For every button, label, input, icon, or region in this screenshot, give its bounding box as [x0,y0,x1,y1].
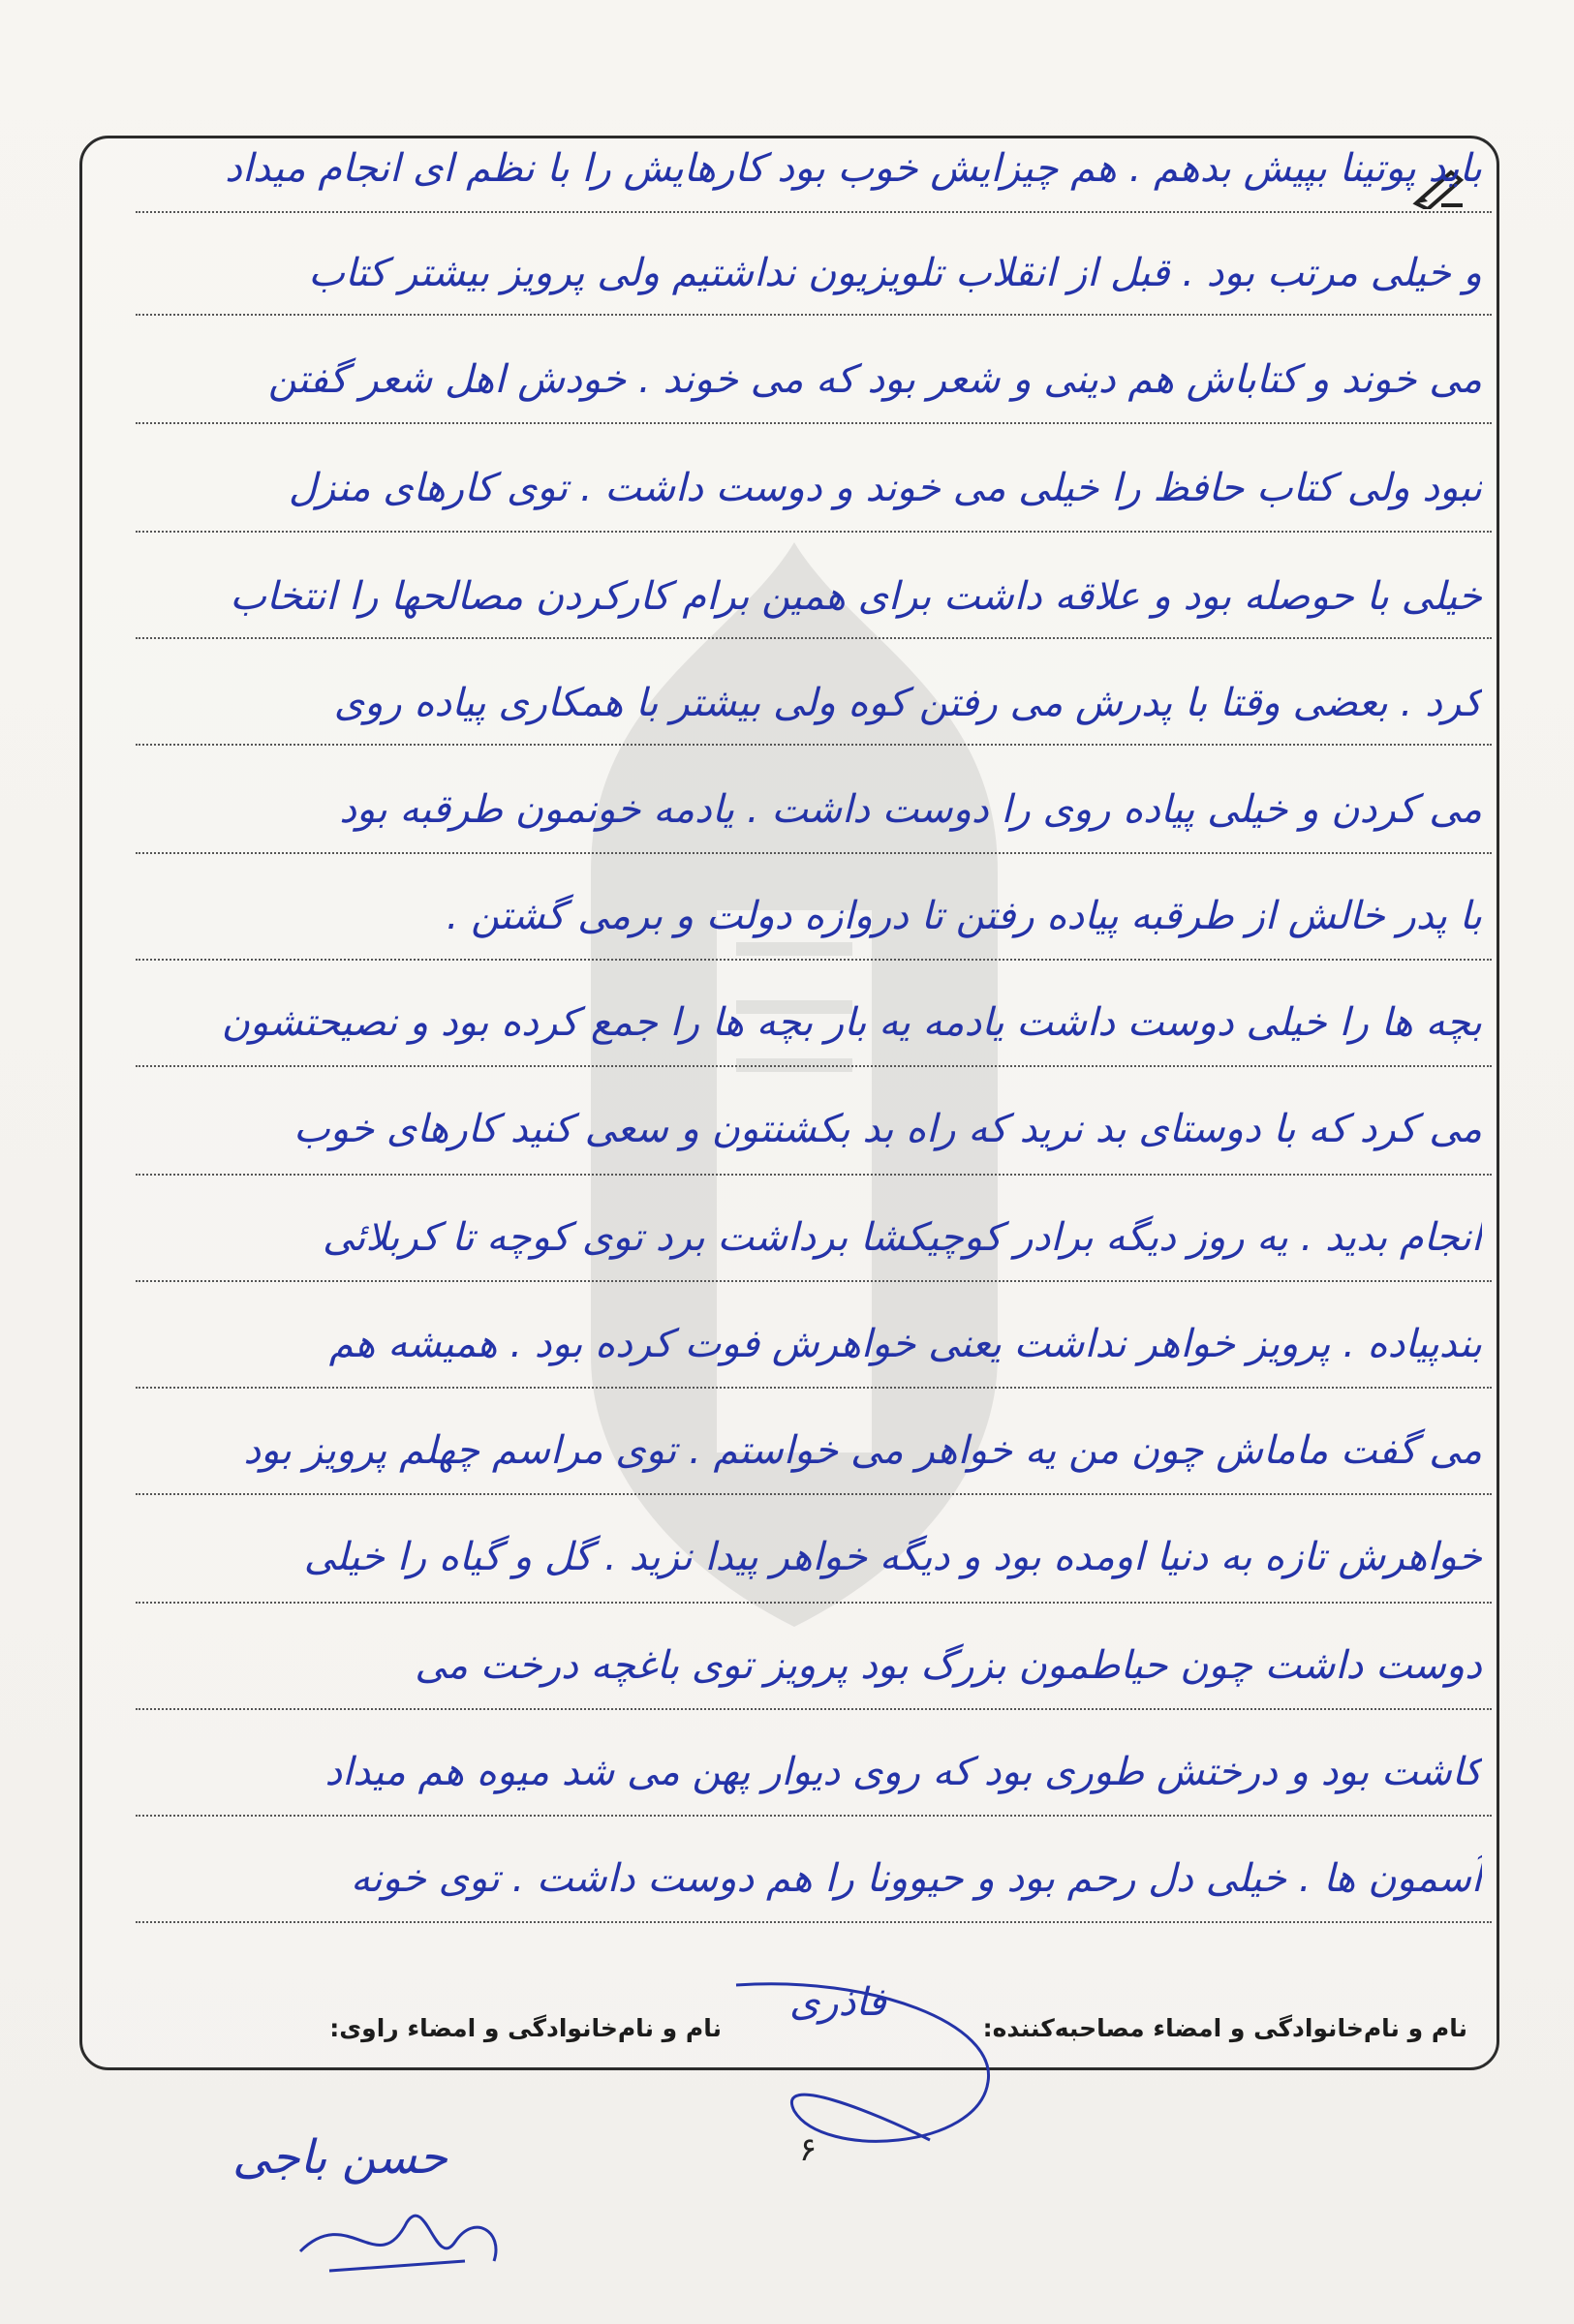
page-number: ۶ [799,2130,818,2169]
handwritten-line: کاشت بود و درختش طوری بود که روی دیوار پهن می شد میوه هم میداد [324,1750,1482,1794]
handwritten-line: و خیلی مرتب بود . قبل از انقلاب تلویزیون نداشتیم ولی پرویز بیشتر کتاب [308,251,1482,295]
narrator-signature-label: نام و نام‌خانوادگی و امضاء راوی: [329,2014,722,2042]
handwritten-line: می خوند و کتاباش هم دینی و شعر بود که می خوند . خودش اهل شعر گفتن [267,357,1482,402]
handwritten-line: می گفت ماماش چون من یه خواهر می خواستم . توی مراسم چهلم پرویز بود [243,1428,1482,1473]
handwritten-line: کرد . بعضی وقتا با پدرش می رفتن کوه ولی بیشتر با همکاری پیاده روی [333,681,1482,725]
handwritten-line: خواهرش تازه به دنیا اومده بود و دیگه خواهر پیدا نزید . گل و گیاه را خیلی [303,1535,1482,1579]
handwritten-line: انجام بدید . یه روز دیگه برادر کوچیکشا برداشت برد توی کوچه تا کربلائی [322,1215,1482,1260]
interviewer-signature-label: نام و نام‌خانوادگی و امضاء مصاحبه‌کننده: [982,2014,1467,2042]
handwritten-line: باید پوتینا بپیش بدهم . هم چیزایش خوب بود کارهایش را با نظم ای انجام میداد [225,146,1482,191]
handwritten-line: بندپیاده . پرویز خواهر نداشت یعنی خواهرش فوت کرده بود . همیشه هم [328,1322,1482,1366]
interviewer-signature-flourish [678,1966,1027,2169]
handwritten-line: نبود ولی کتاب حافظ را خیلی می خوند و دوست داشت . توی کارهای منزل [288,466,1482,510]
handwritten-line: آسمون ها . خیلی دل رحم بود و حیوونا را هم دوست داشت . توی خونه [350,1856,1482,1901]
handwritten-line: دوست داشت چون حیاطمون بزرگ بود پرویز توی باغچه درخت می [415,1643,1482,1688]
handwritten-line: می کردن و خیلی پیاده روی را دوست داشت . یادمه خونمون طرقبه بود [339,787,1482,832]
ruled-line [136,1174,1492,1176]
handwritten-line: با پدر خالش از طرقبه پیاده رفتن تا دروازه دولت و برمی گشتن . [446,894,1482,938]
handwritten-line: خیلی با حوصله بود و علاقه داشت برای همین برام کارکردن مصالحها را انتخاب [230,574,1482,619]
interviewer-signature: فاذری [789,1980,886,2025]
narrator-signature-flourish [291,2184,513,2290]
handwritten-line: بچه ها را خیلی دوست داشت یادمه یه بار بچه ها را جمع کرده بود و نصیحتشون [221,1000,1482,1045]
ruled-line [136,1602,1492,1604]
handwritten-line: می کرد که با دوستای بد نرید که راه بد بکشنتون و سعی کنید کارهای خوب [293,1107,1482,1151]
narrator-signature-name: حسن باجی [232,2130,448,2185]
